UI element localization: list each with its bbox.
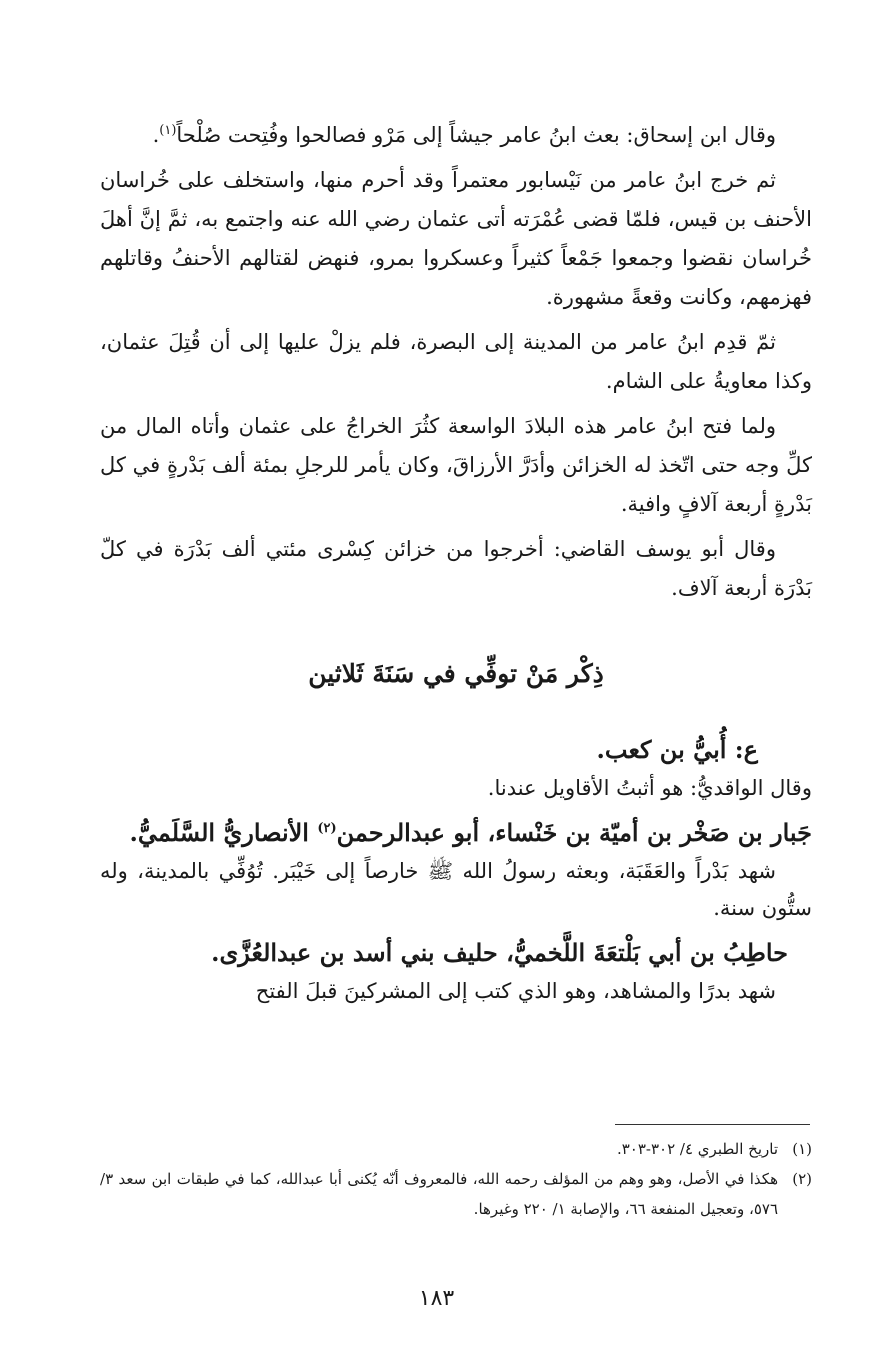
entry-text-jabbar: شهد بَدْراً والعَقَبَة، وبعثه رسولُ الله ﷺ خارصاً إلى خَيْبَر. تُوُفِّي بالمدينة، وله ستُّون سنة.	[100, 859, 812, 920]
entry-heading-jabbar	[100, 813, 812, 853]
entry-heading-hatib: حاطِبُ بن أبي بَلْتعَةَ اللَّخميُّ، حليف بني أسد بن عبدالعُزَّى.	[211, 938, 788, 967]
footnote-ref-2[interactable]: (٢)	[317, 821, 337, 836]
section-title: ذِكْر مَنْ توفِّي في سَنَةَ ثَلاثين	[308, 659, 604, 688]
footnote-1-text: تاريخ الطبري ٤/ ٣٠٢-٣٠٣.	[616, 1140, 778, 1158]
entry-heading-jabbar-nisba: الأنصاريُّ السَّلَميُّ.	[129, 818, 318, 847]
footnotes	[100, 1134, 812, 1224]
entry-heading-jabbar-name: جَبار بن صَخْر بن أميّة بن خَنْساء، أبو عبدالرحمن	[336, 818, 812, 847]
paragraph-basra: ثمّ قدِم ابنُ عامر من المدينة إلى البصرة، فلم يزلْ عليها إلى أن قُتِلَ عثمان، وكذا معاويةُ على الشام.	[100, 330, 812, 393]
entry-text-hatib: شهد بدرًا والمشاهد، وهو الذي كتب إلى المشركينَ قبلَ الفتح	[255, 979, 776, 1003]
paragraph-nishapur: ثم خرج ابنُ عامر من نَيْسابور معتمراً وقد أحرم منها، واستخلف على خُراسان الأحنف بن قيس، فلمّا قضى عُمْرَته أتى عثمان رضي الله عنه واجتمع به، ثمَّ إنَّ أهلَ خُراسان نقضوا وجمعوا جَمْعاً كثيراً وعسكروا بمرو، فنهض لقتالهم الأحنفُ وقاتلهم فهزمهم، وكانت وقعةً مشهورة.	[100, 168, 812, 309]
footnote-2-text: هكذا في الأصل، وهو وهم من المؤلف رحمه الله، فالمعروف أنّه يُكنى أبا عبدالله، كما في طبقات ابن سعد ٣/ ٥٧٦، وتعجيل المنفعة ٦٦، والإصابة ١/ ٢٢٠ وغيرها.	[100, 1170, 778, 1218]
footnote-1	[100, 1134, 812, 1164]
footnote-2-number: (٢)	[792, 1170, 812, 1188]
paragraph-end: .	[152, 123, 160, 147]
entry-text-ubayy: وقال الواقديُّ: هو أثبتُ الأقاويل عندنا.	[487, 776, 812, 800]
entry-heading-ubayy: ع: أُبيُّ بن كعب.	[596, 735, 758, 764]
page-body	[100, 116, 812, 1016]
page-number: ١٨٣	[418, 1286, 455, 1311]
paragraph-conquest: ولما فتح ابنُ عامر هذه البلادَ الواسعة كثُرَ الخراجُ على عثمان وأتاه المال من كلِّ وجه حتى اتّخذ له الخزائن وأدَرَّ الأرزاقَ، وكان يأمر للرجلِ بمئة ألف بَدْرةٍ في كل بَدْرةٍ أربعة آلافٍ وافية.	[100, 414, 812, 516]
footnote-2	[100, 1164, 812, 1224]
footnote-1-number: (١)	[792, 1140, 812, 1158]
paragraph-text: وقال ابن إسحاق: بعث ابنُ عامر جيشاً إلى مَرْو فصالحوا وفُتِحت صُلْحاً	[176, 123, 776, 147]
paragraph-abu-yusuf: وقال أبو يوسف القاضي: أخرجوا من خزائن كِسْرى مئتي ألف بَدْرَة في كلّ بَدْرَة أربعة آلاف.	[100, 537, 812, 600]
paragraph-ibn-ishaq	[100, 116, 812, 155]
footnote-divider	[615, 1124, 810, 1125]
footnote-ref-1[interactable]: (١)	[159, 123, 177, 138]
